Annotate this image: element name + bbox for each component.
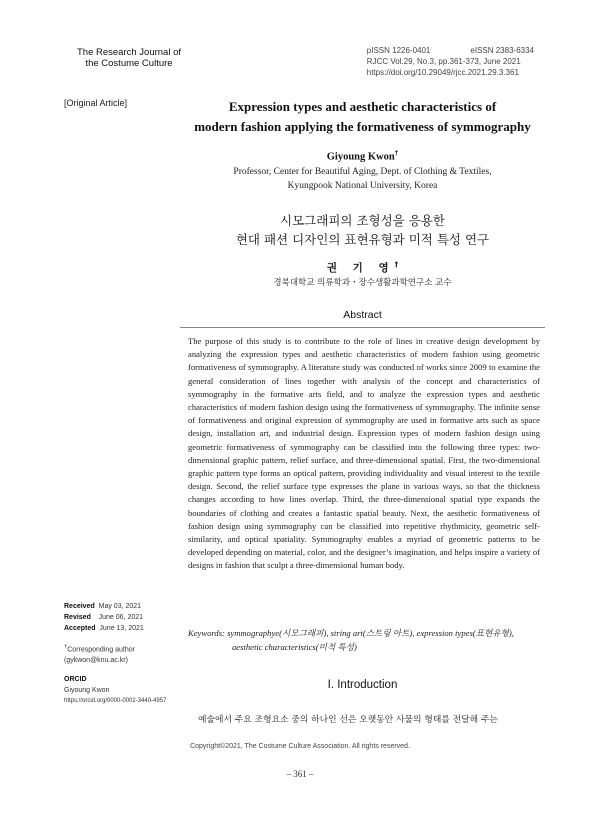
abstract-body: The purpose of this study is to contribute to the role of lines in creative design development by analyzing the expression types and aesthetic characteristics of modern fashion using geometric formativeness of symmography. A literature study was conducted of works since 2009 to examine the general consideration of lines together with analysis of the concept and characteristics of symmography in the formative arts field, and to analyze the expression types and aesthetic characteristics of modern fashion design using the formativeness of symmography. The infinite sense of formativeness and original expression of symmography are used in formative arts such as space design, installation art, and industrial design. Expression types of modern fashion design using geometric formativeness of symmography can be classified into the following three types: two-dimensional graphic pattern, relief surface, and three-dimensional spatial. First, the two-dimensional graphic pattern type forms an optical pattern, providing individuality and visual interest to the textile design. Second, the relief surface type expresses the plane in various ways, so that the thickness changes according to how lines overlap. Third, the three-dimensional spatial type expands the boundaries of clothing and creates a fantastic spatial beauty. Next, the aesthetic formativeness of fashion design using symmography can be classified into repetitive rhythmicity, geometric self-similarity, and optical spatiality. Symmography enables a myriad of geometric patterns to be developed depending on material, color, and the designer’s imagination, and helps inspire a variety of designs in fashion that sculpt a three-dimensional human body. <box>188 336 540 571</box>
introduction-heading: I. Introduction <box>327 679 398 691</box>
pissn: pISSN 1226-0401 <box>366 46 431 55</box>
keywords-label: Keywords: <box>188 628 225 638</box>
abstract-divider <box>180 327 545 328</box>
title-korean-line1: 시모그래피의 조형성을 응용한 <box>280 213 445 228</box>
journal-name <box>64 47 194 69</box>
author-korean-name: 권 기 영 <box>326 262 395 274</box>
journal-name-line1: The Research Journal of <box>76 47 182 58</box>
affiliation-english <box>180 165 545 193</box>
doi-link[interactable]: https://doi.org/10.29049/rjcc.2021.29.3.361 <box>366 68 519 77</box>
title-korean-line2: 현대 패션 디자인의 표현유형과 미적 특성 연구 <box>235 232 490 247</box>
title-english-line1: Expression types and aesthetic characteristics of <box>228 99 497 114</box>
corresponding-email[interactable]: (gykwon@knu.ac.kr) <box>64 657 128 665</box>
affiliation-english-line2: Kyungpook National University, Korea <box>287 181 438 191</box>
article-history-sidebar <box>64 601 184 707</box>
author-english-name: Giyoung Kwon <box>326 151 395 163</box>
received-label: Received <box>64 603 95 610</box>
accepted-row <box>64 623 184 634</box>
corresponding-author <box>64 642 184 666</box>
publication-info <box>367 45 534 78</box>
author-english <box>180 149 545 163</box>
introduction-text: 예술에서 주요 조형요소 중의 하나인 선은 오랫동안 사물의 형태를 전달해 주는 <box>198 715 498 725</box>
affiliation-english-line1: Professor, Center for Beautiful Aging, Dept. of Clothing & Textiles, <box>233 167 492 177</box>
accepted-label: Accepted <box>64 625 96 632</box>
author-mark: † <box>394 149 399 157</box>
corresponding-mark: † <box>64 644 68 650</box>
article-type: [Original Article] <box>64 98 128 108</box>
copyright-notice: Copyright©2021, The Costume Culture Association. All rights reserved. <box>190 743 410 750</box>
revised-date: June 06, 2021 <box>98 614 144 621</box>
title-english-line2: modern fashion applying the formativeness of symmography <box>194 119 531 134</box>
affiliation-korean: 경북대학교 의류학과・장수생활과학연구소 교수 <box>273 278 452 288</box>
author-korean-mark: † <box>394 260 399 269</box>
volume-info: RJCC Vol.29, No.3, pp.361-373, June 2021 <box>366 57 521 66</box>
corresponding-label: Corresponding author <box>67 646 135 654</box>
page-number: – 361 – <box>286 769 314 779</box>
orcid-label: ORCID <box>64 676 87 684</box>
keywords <box>188 626 540 654</box>
revised-label: Revised <box>64 614 91 621</box>
orcid-link[interactable]: https://orcid.org/0000-0002-3440-4957 <box>64 698 167 705</box>
author-korean <box>180 260 545 275</box>
received-row <box>64 601 184 612</box>
title-english <box>180 97 545 137</box>
journal-name-line2: the Costume Culture <box>85 58 173 69</box>
keywords-text: symmographye(시모그래피), string art(스트링 아트), expression types(표현유형), aesthetic characteristics(미적 특성) <box>227 628 514 652</box>
received-date: May 03, 2021 <box>98 603 142 610</box>
title-korean <box>180 211 545 249</box>
accepted-date: June 13, 2021 <box>99 625 144 632</box>
abstract-heading: Abstract <box>343 309 382 321</box>
eissn: eISSN 2383-6334 <box>470 46 534 55</box>
revised-row <box>64 612 184 623</box>
orcid-block <box>64 674 184 707</box>
orcid-name: Giyoung Kwon <box>64 687 110 695</box>
